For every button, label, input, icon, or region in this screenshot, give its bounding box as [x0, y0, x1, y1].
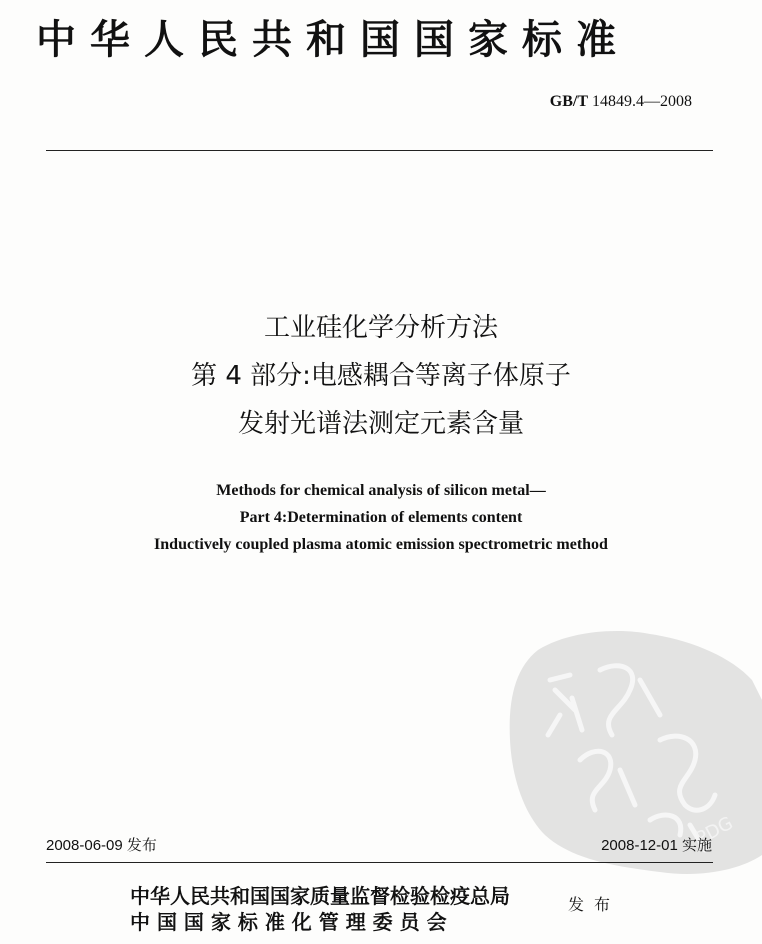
header-divider — [46, 150, 713, 151]
en-title-line-2: Part 4:Determination of elements content — [239, 509, 523, 526]
issuer-aqsiq: 中华人民共和国国家质量监督检验检疫总局 — [130, 884, 510, 908]
issuer-sac: 中 国 国 家 标 准 化 管 理 委 员 会 — [130, 910, 447, 934]
standard-code — [550, 92, 692, 112]
cn-title-line-1: 工业硅化学分析方法 — [263, 313, 498, 343]
standard-header-title: 中华人民共和国国家标准 — [36, 17, 630, 63]
issue-date: 2008-06-09 发布 — [46, 837, 157, 854]
cn-title-line-2: 第 4 部分:电感耦合等离子体原子 — [191, 361, 571, 391]
footer-divider — [46, 862, 713, 863]
issue-word: 发布 — [568, 895, 621, 914]
watermark-text: PDG — [692, 812, 737, 850]
cn-title-line-3: 发射光谱法测定元素含量 — [237, 409, 524, 439]
en-title-line-3: Inductively coupled plasma atomic emission spectrometric method — [154, 536, 608, 553]
standard-code-prefix: GB/T — [549, 93, 588, 110]
implementation-date: 2008-12-01 实施 — [601, 837, 712, 854]
standard-code-number: 14849.4—2008 — [592, 93, 692, 110]
en-title-line-1: Methods for chemical analysis of silicon metal— — [216, 482, 546, 499]
